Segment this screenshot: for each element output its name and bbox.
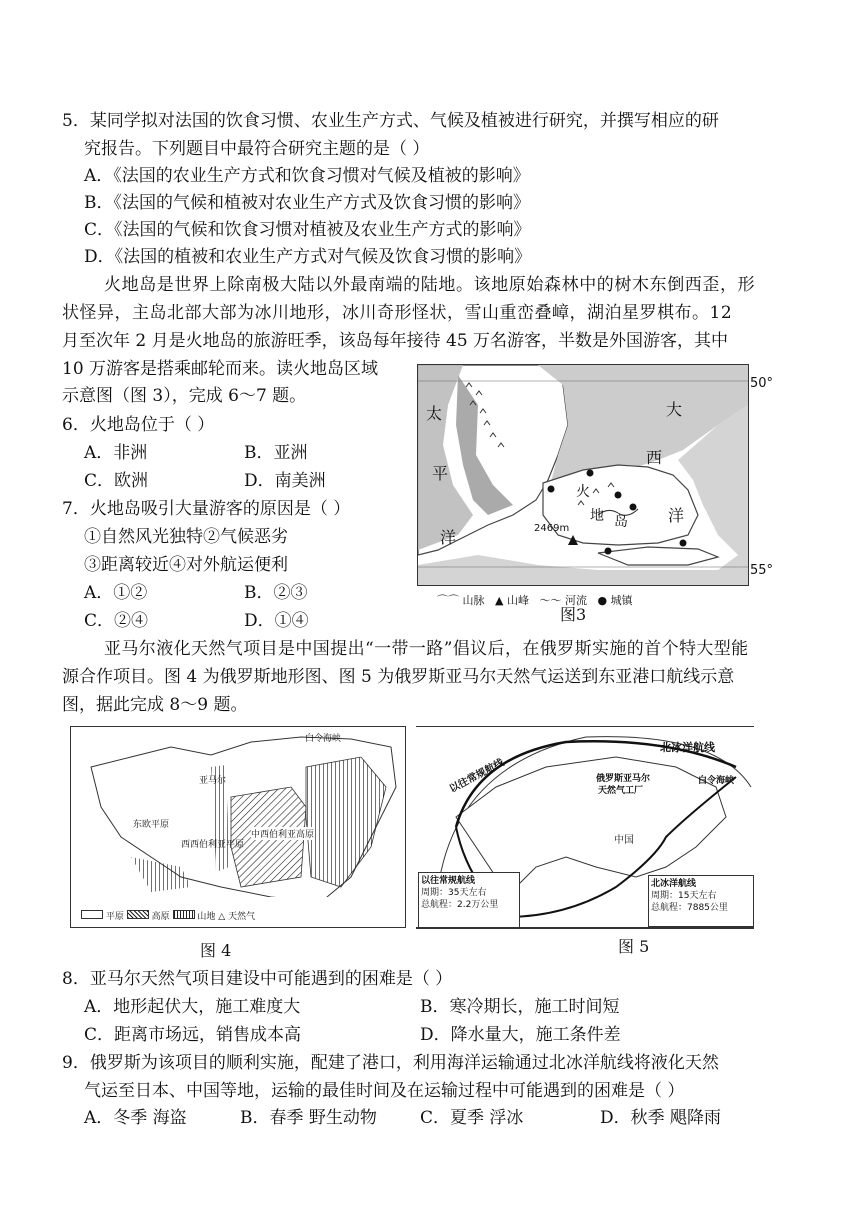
q6-stem: 6．火地岛位于（ ） [62, 415, 215, 435]
fig3-lat-55: 55° [750, 563, 774, 578]
fig3-lat-50: 50° [750, 376, 774, 391]
fig5-box1-period: 周期：35天左右 [421, 888, 487, 898]
q9-option-c: C．夏季 浮冰 [420, 1108, 524, 1128]
fig3-legend-town: 城镇 [610, 594, 633, 607]
q6-option-c: C．欧洲 [84, 471, 149, 491]
tierra-del-fuego-map [418, 365, 748, 585]
town-legend-icon: ● [597, 594, 608, 607]
fig4-legend [81, 909, 255, 922]
fig4-legend-plain: 平原 [105, 912, 124, 922]
passage1-line1: 火地岛是世界上除南极大陆以外最南端的陆地。该地原始森林中的树木东倒西歪，形 [104, 275, 756, 295]
fig3-legend [437, 590, 633, 612]
fig4-label-yamal: 亚马尔 [199, 776, 227, 786]
q8-option-a: A．地形起伏大，施工难度大 [84, 997, 301, 1017]
fig3-island-label-3: 岛 [614, 514, 628, 530]
q5-stem-line2: 究报告。下列题目中最符合研究主题的是（ ） [84, 139, 430, 159]
q9-option-b: B．春季 野生动物 [240, 1108, 377, 1128]
fig3-legend-river: 河流 [564, 594, 587, 607]
fig5-box2-distance: 总航程：7885公里 [651, 903, 728, 913]
russia-terrain-svg [71, 727, 405, 927]
fig4-legend-gas: 天然气 [228, 912, 256, 922]
plain-legend-swatch [81, 910, 103, 919]
plateau-legend-swatch [127, 910, 149, 919]
fig3-island-label-2: 地 [590, 508, 604, 524]
passage2-line2: 源合作项目。图 4 为俄罗斯地形图、图 5 为俄罗斯亚马尔天然气运送到东亚港口航线示意 [62, 667, 735, 687]
q7-choices-2: ③距离较近④对外航运便利 [84, 555, 288, 575]
figure-3-map [417, 364, 749, 586]
peak-legend-icon: ▲ [495, 594, 504, 607]
passage1-line2: 状怪异，主岛北部大部为冰川地形，冰川奇形怪状，雪山重峦叠嶂，湖泊星罗棋布。12 [62, 303, 733, 323]
mountain-legend-icon: ⌒⌒ [437, 594, 459, 607]
q7-stem: 7．火地岛吸引大量游客的原因是（ ） [62, 499, 351, 519]
passage1-line4: 10 万游客是搭乘邮轮而来。读火地岛区域 [62, 359, 379, 379]
q5-option-c: C．《法国的气候和饮食习惯对植被及农业生产方式的影响》 [84, 220, 531, 240]
q9-option-d: D．秋季 飓降雨 [600, 1108, 722, 1128]
fig4-caption: 图 4 [200, 941, 232, 960]
fig5-plant-label-2: 天然气工厂 [598, 786, 644, 796]
fig3-caption: 图3 [560, 605, 587, 624]
q7-option-b: B．②③ [244, 583, 308, 603]
fig3-atlantic-label-3: 洋 [668, 506, 685, 525]
figure-4-russia-terrain-map [70, 726, 406, 928]
fig3-pacific-label-2: 平 [432, 464, 449, 483]
q6-option-d: D．南美洲 [244, 471, 326, 491]
mountain-legend-swatch [173, 910, 195, 919]
passage2-line3: 图，据此完成 8～9 题。 [62, 695, 248, 715]
fig4-label-bering: 白令海峡 [305, 734, 342, 744]
fig5-box1-title: 以往常规航线 [421, 876, 476, 886]
fig3-legend-peak: 山峰 [506, 594, 529, 607]
passage2-line1: 亚马尔液化天然气项目是中国提出“一带一路”倡议后，在俄罗斯实施的首个特大型能 [104, 639, 749, 659]
q5-option-b: B．《法国的气候和植被对农业生产方式及饮食习惯的影响》 [84, 193, 530, 213]
q5-stem-line1: 5．某同学拟对法国的饮食习惯、农业生产方式、气候及植被进行研究，并撰写相应的研 [62, 111, 719, 131]
fig5-north-route-label: 北冰洋航线 [660, 741, 715, 754]
q6-option-b: B．亚洲 [244, 443, 308, 463]
q7-choices-1: ①自然风光独特②气候恶劣 [84, 527, 288, 547]
q7-option-d: D．①④ [244, 611, 309, 631]
q7-option-c: C．②④ [84, 611, 149, 631]
fig5-old-route-box [418, 872, 520, 928]
q8-option-b: B．寒冷期长，施工时间短 [420, 997, 620, 1017]
q5-option-d: D．《法国的植被和农业生产方式对气候及饮食习惯的影响》 [84, 247, 532, 267]
fig3-pacific-label-3: 洋 [440, 528, 457, 547]
passage1-line3: 月至次年 2 月是火地岛的旅游旺季，该岛每年接待 45 万名游客，半数是外国游客，其中 [62, 331, 729, 351]
q8-option-c: C．距离市场远，销售成本高 [84, 1025, 302, 1045]
q9-option-a: A．冬季 海盗 [84, 1108, 187, 1128]
q8-option-d: D．降水量大，施工条件差 [420, 1025, 621, 1045]
fig5-north-route-box [648, 875, 754, 927]
fig5-box2-period: 周期：15天左右 [651, 891, 717, 901]
fig5-plant-label-1: 俄罗斯亚马尔 [596, 774, 651, 784]
fig3-atlantic-label-2: 西 [646, 448, 663, 467]
q9-stem-line1: 9．俄罗斯为该项目的顺利实施，配建了港口，利用海洋运输通过北冰洋航线将液化天然 [62, 1053, 719, 1073]
fig5-china-label: 中国 [614, 835, 634, 846]
q6-option-a: A．非洲 [84, 443, 148, 463]
fig5-caption: 图 5 [618, 937, 650, 956]
q9-stem-line2: 气运至日本、中国等地，运输的最佳时间及在运输过程中可能遇到的困难是（ ） [84, 1081, 685, 1101]
fig5-box2-title: 北冰洋航线 [651, 879, 697, 889]
fig4-label-west-siberian-plain: 西西伯利亚平原 [181, 840, 245, 850]
q7-option-a: A．①② [84, 583, 148, 603]
fig5-box1-distance: 总航程：2.2万公里 [421, 900, 499, 910]
fig4-legend-plateau: 高原 [151, 912, 170, 922]
gas-legend-icon: △ [218, 912, 226, 922]
fig3-pacific-label-1: 太 [426, 404, 443, 423]
fig4-label-central-siberian-plateau: 中西伯利亚高原 [251, 827, 314, 840]
q8-stem: 8．亚马尔天然气项目建设中可能遇到的困难是（ ） [62, 969, 453, 989]
river-legend-icon: ～～ [539, 594, 562, 607]
passage1-line5: 示意图（图 3），完成 6～7 题。 [62, 386, 307, 406]
fig5-old-route-label: 以往常规航线 [447, 757, 507, 796]
fig4-legend-mountain: 山地 [197, 912, 216, 922]
fig5-bering-label: 白令海峡 [698, 776, 735, 786]
fig3-peak-elevation: 2469m [534, 523, 570, 534]
fig3-legend-mountain: 山脉 [462, 594, 485, 607]
q5-option-a: A．《法国的农业生产方式和饮食习惯对气候及植被的影响》 [84, 166, 530, 186]
figure-5-shipping-route-map [416, 726, 754, 929]
fig3-island-label-1: 火 [576, 484, 590, 500]
fig4-label-east-european-plain: 东欧平原 [133, 820, 170, 830]
fig3-atlantic-label-1: 大 [666, 400, 683, 419]
